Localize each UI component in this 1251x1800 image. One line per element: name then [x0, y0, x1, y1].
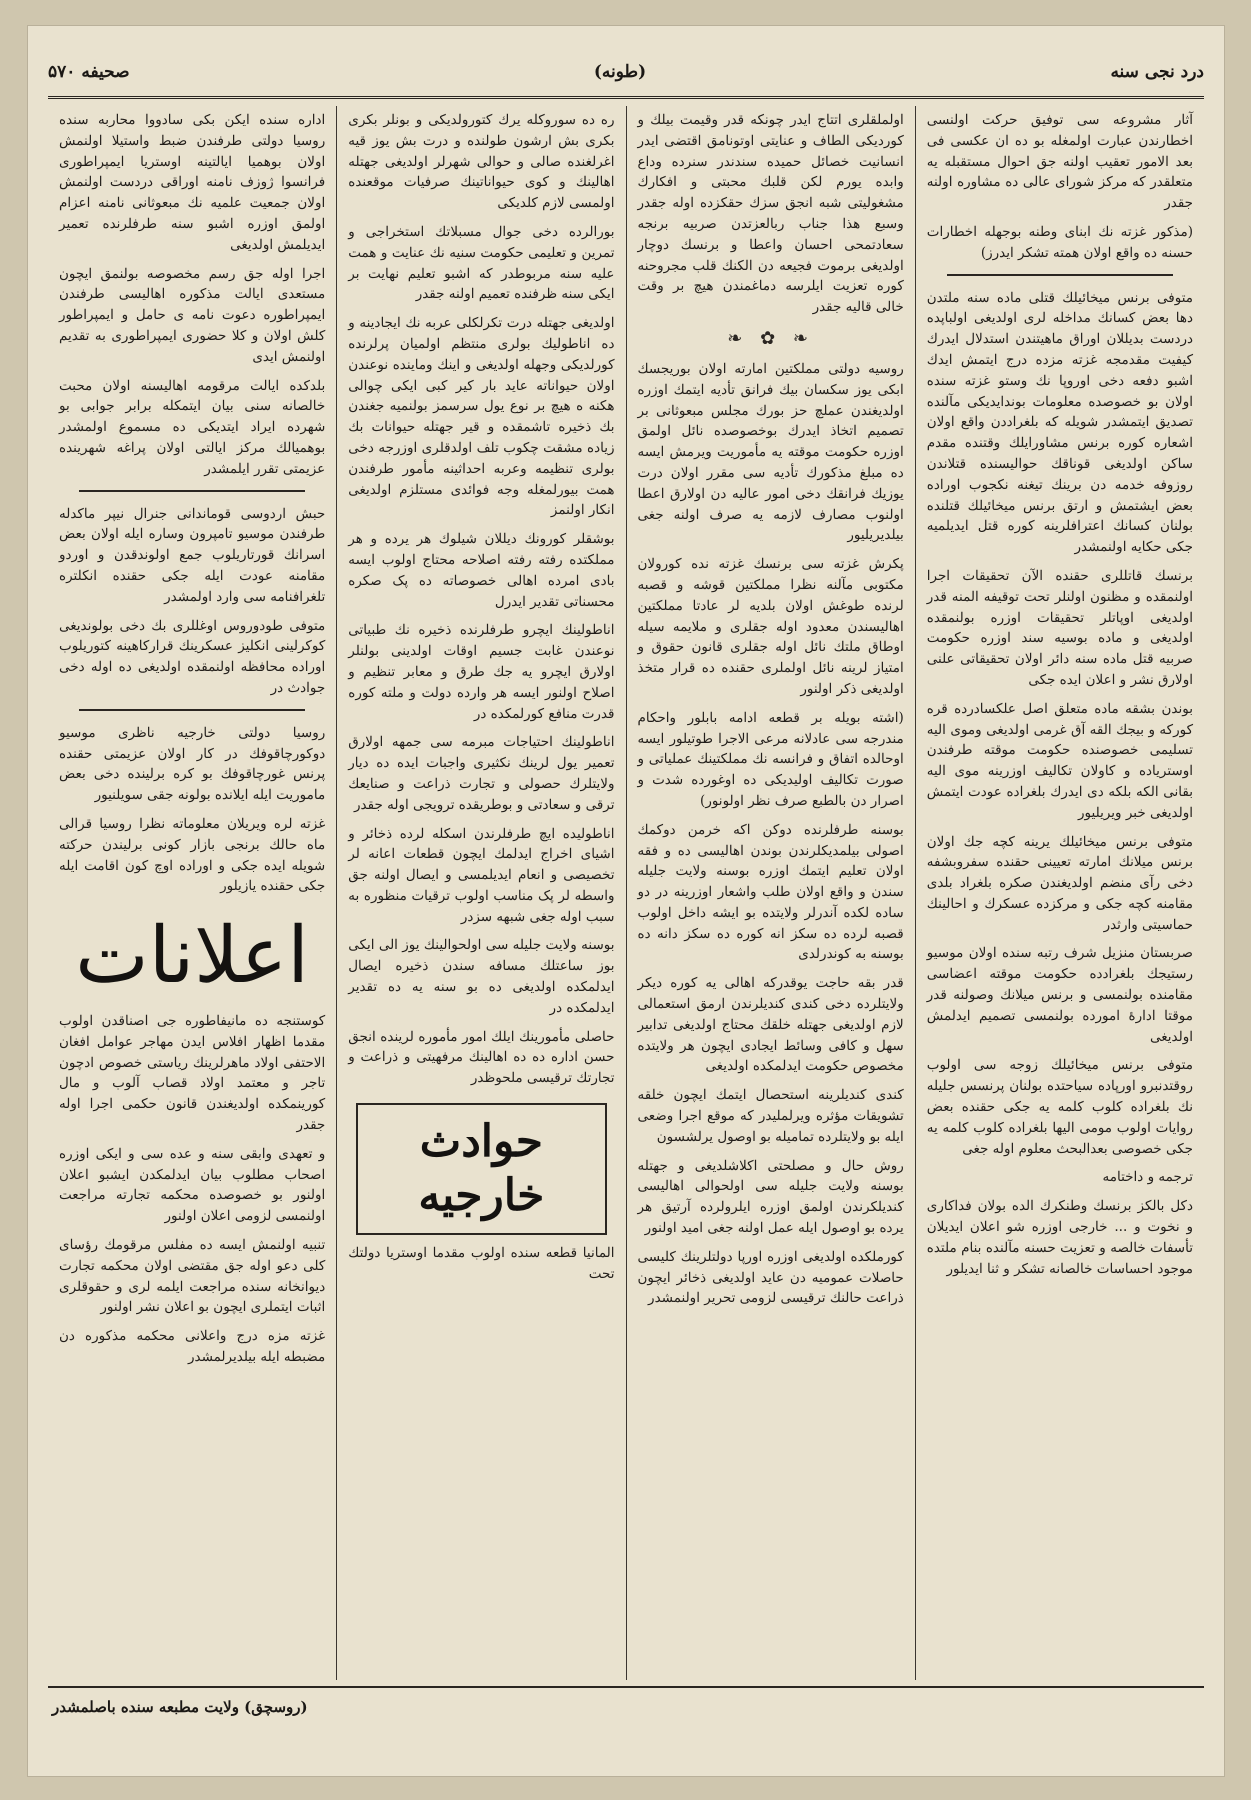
article-paragraph: ترجمه و داختامه: [1102, 1169, 1193, 1186]
imprint-footer: (روسچق) ولایت مطبعه سنده باصلمشدر: [52, 1698, 308, 1716]
article-paragraph: اداره سنده ایکن بکی سادووا محاربه سنده روسیا دولتی طرفندن ضبط واستیلا اولنمش اولان بوهمیا ایالتینه اوستریا ایمپراطوری فرانسوا ژوزف نامنه اوراقی دردست اولنمش اولان جمعیت علمیه نك مبعوثانی نامنه اعزام اولمق اوزره اشبو سنه طرفلرنده تعمیر ایدیلمش اولدیغی: [59, 112, 326, 253]
foreign-news-heading: حوادث خارجیه: [418, 1116, 545, 1222]
column-1: [915, 106, 1204, 1680]
article-paragraph: المانیا قطعه سنده اولوب مقدما اوستریا دولتك تحت: [348, 1245, 615, 1282]
article-paragraph: کورملکده اولدیغی اوزره اورپا دولتلرینك کلیسی حاصلات عمومیه دن عاید اولدیغی ذخائر ایچون ذراعت حالنك ترقیسی لزومی تحریر اولنمشدر: [637, 1248, 904, 1307]
masthead-rule: [48, 96, 1204, 99]
column-4: [48, 106, 336, 1680]
section-divider: [79, 490, 305, 492]
article-paragraph: کوستنجه ده مانیفاطوره جی اصناقدن اولوب مقدما اظهار افلاس ایدن مهاجر عوامل افغان الاحتفی اولاد ماهرلرینك ریاستی خصوص ادچون تاجر و معتمد اولاد قصاب آلوب و مال کورینمكده اولدیغندن قانون حکمی اجرا اوله جقدر: [59, 1013, 326, 1134]
article-paragraph: بوشقلر کورونك دیللان شیلوك هر یرده و هر مملکتده رفته رفته اصلاحه محتاج اولوب ایسه بادی امرده اهالی خصوصاته ده پک صکره محسناتی تقدیر ایدرل: [348, 531, 615, 610]
article-paragraph: حبش اردوسی قوماندانی جنرال نیپر ماکدله طرفندن موسیو تامپرون وساره ایله اولان بعض اسرانك قورتاریلوب جمع اولوندقدن و اوردو مقامنه عودت ایله جکی حقنده انکلتره تلغرافنامه سی وارد اولمشدر: [59, 505, 326, 605]
article-paragraph: روسیه دولتی مملکتین امارته اولان بوریجسك ابکی یوز سکسان بیك فرانق تأدیه ایتمك اوزره اولدیغندن عملچ حز بورك مجلس مبعوثانی بر تصمیم اتخاذ ایدرك بوخصوصده نائل اولمق اوزره حکومت موقته یه مأموریت ویرمش ایسه ده مبلغ مذکورك تأدیه سی مقرر اولان درت یوزیك فرانقك دخی امور عالیه دن اولارق اعطا اولنوب مصارف لازمه یه صرف اولنه جغی بیلدیریلیور: [637, 360, 904, 544]
columns: [48, 106, 1204, 1680]
article-paragraph: (مذکور غزته نك ابنای وطنه بوجهله اخطارات حسنه ده واقع اولان همته تشکر ایدرز): [926, 223, 1193, 261]
article-paragraph: بوسنه طرفلرنده دوکن اكه خرمن دوکمك اصولی بیلمدیکلرندن بوندن اهالیسی ده و فقه اولان تعلیم ایتمك اوزره بوسنه ولایت جلیله سندن و واقع اولان طلب واشعار اوزرینه در دو ساده لکده آندرلر ولایتده بو ایشه داخل اولوب قصبه لرده ده سکز انه کوره ده سکز دانه ده بوسنه به کوندرلدی: [637, 821, 904, 963]
article-paragraph: بلدکده ایالت مرقومه اهالیسنه اولان محبت خالصانه سنی بیان ایتمکله برابر جوابی بو شهرده ایراد ایتدیکی ده مسموع اولمشدر بوهمیالك مرکز ایالتی اولان پراغه شهرینده عزیمتی تقرر ایلمشدر: [59, 377, 326, 477]
article-paragraph: متوفی طودوروس اوغللری بك دخی بولوندیغی کوکرلینی انکلیز عسکرینك قرارکاهینه کتوریلوب اوراده محافظه اولنمقده اولدیغی ده اوله دخی جوادث در: [59, 617, 326, 696]
column-3: [336, 106, 625, 1680]
article-paragraph: اجرا اوله جق رسم مخصوصه بولنمق ایچون مستعدی ایالت مذکوره اهالیسی طرفندن ایمپراطوره دعوت نامه ی حامل و ایمپراطور کلش اولان و کلا حضوری ایمپراطوری به تقدیم اولنمش ایدی: [59, 265, 326, 365]
article-paragraph: کندی کندیلرینه استحصال ایتمك ایچون خلقه تشویقات مؤثره ویرلملیدر که موقع اجرا وضعی ایله بو ولایتلرده تمامیله بو اوصول یرلشسون: [637, 1087, 904, 1145]
article-paragraph: بورالرده دخی جوال مسبلاتك استخراجی و تمرین و تعلیمی حکومت سنیه نك عنایت و همت علیه سنه مربوطدر که اشبو تعلیم نهایت بر ایکی سنه ظرفنده تعمیم اولنه جقدر: [348, 223, 615, 303]
article-paragraph: حاصلی مأمورینك ایلك امور مأموره لرینده انجق حسن اداره ده ده اهالینك مرفهیتی و ذراعت و تجارتك ترقیسی ملحوظدر: [348, 1028, 615, 1087]
article-paragraph: روسیا دولتی خارجیه ناظری موسیو دوکورچاقوفك در کار اولان عزیمتی حقنده پرنس غورچاقوفك بو کره برلینده دخی بعض ماموریت ایله ایلانده بولونه جقی سویلنیور: [59, 724, 326, 804]
footer-rule: [48, 1686, 1204, 1688]
masthead: [48, 50, 1204, 94]
article-paragraph: اناطولیده ایچ طرفلرندن اسکله لرده ذخائر و اشیای اخراج ایدلمك ایچون قطعات اعانه لر تخصیصی و انعام ایدیلمسی و ایصال اولنه جق واسطه لر پک مناسب اولوب ترقیات منظوره به سبب اوله جغی شبهه سزدر: [348, 825, 615, 925]
newspaper-page: [28, 26, 1224, 1776]
article-paragraph: (اشته بویله بر قطعه ادامه بابلور واحکام مندرجه سی عادلانه مرعی الاجرا طوتیلور ایسه اوحالده اتفاق و فرانسه نك مملکتینك عملیاتی و صورت تکالیف اولیدیکی ده اوغورده شدت و اصرار دن بالطبع صرف نظر اولونور): [637, 709, 904, 809]
article-paragraph: و تعهدی وابقی سنه و عده سی و ایکی اوزره اصحاب مطلوب بیان ایدلمکدن ایشبو اعلان اولنور بو خصوصده محکمه تجارته مراجعت اولنمسی لزومی اعلان اولنور: [59, 1145, 326, 1225]
article-paragraph: روش حال و مصلحتی اکلاشلدیغی و جهتله بوسنه ولایت جلیله سی اولحوالی اهالیسی کندیلکرندن اولمق اوزره ایلرولرده آرتیق هر یرده بو اوصول ایله عمل اولنه جغی امید اولنور: [637, 1157, 904, 1237]
article-paragraph: برنسك قاتللری حقنده الآن تحقیقات اجرا اولنمقده و مظنون اولنلر تحت توقیفه المنه قدر اولدیغی اوپاتلر تحقیقات اوزره بولنمقده اولدیغی و ماده بوسیه سند اوزره حکومت صربیه قتل ماده سنه دائر اولان تحقیقاتی علنی اولارق نشر و اعلان ایده جکی: [926, 567, 1193, 688]
article-paragraph: ره ده سوروکله یرك کتورولدیکی و بونلر بکری بکری بش ارشون طولنده و درت بش یوز قیه اغرلغنده صالی و حوالی شهرلر اولدیغی جهتله اهالینك و کوی حیواناتینك صرفیات موقعنده اولمسی لازم کلدیکی: [348, 112, 615, 212]
article-paragraph: اناطولینك احتیاجات مبرمه سی جمهه اولارق تعمیر یول لرینك نکثیری واجبات ایده ده دیار ولایتلرك حصولی و تجارت ذراعت و صنایعك ترقی و سعادتی و بوطریقده ترویجی اوله جقدر: [348, 734, 615, 813]
ornament-divider: ❧ ✿ ❧: [727, 327, 814, 349]
article-paragraph: آثار مشروعه سی توفیق حرکت اولنسی اخطارندن عبارت اولمغله بو ده ان عکسی فی بعد الامور تعقیب اولنه جق احوال مستقبله یه متعلقدر که مرکز شورای عالی ده مشاوره اولنه جقدر: [926, 112, 1193, 212]
column-2: [626, 106, 915, 1680]
article-paragraph: قدر بقه حاجت یوقدرکه اهالی یه کوره دیکر ولایتلرده دخی کندی کندیلرندن ارمق استعمالی لازم اولدیغی جهتله خلقك محتاج اولدیغی تدابیر سهل و کافی وسائط ایجادی ایچون هر ولایتده مخصوص حکومت ایدلمکده اولدیغی: [637, 975, 904, 1075]
article-paragraph: غزته مزه درج واعلانی محکمه مذکوره دن مضبطه ایله بیلدیرلمشدر: [59, 1328, 326, 1366]
article-paragraph: بوسنه ولایت جلیله سی اولحوالینك یوز الی ایکی بوز ساعتلك مسافه سندن ذخیره ایصال ایدلمکده اولدیغی ده بو سنه یه ده تقدیر ایدلمکده در: [348, 937, 615, 1016]
article-paragraph: متوفی برنس میخائیلك قتلی ماده سنه ملتدن دها بعض کسانك مداخله لری اولدیغی اولباپده دردست بدیللان اوراق ماهیتندن استدلال ایدرك کیفیت مقدمجه غزته مزده درج ایتمش ایدك اشبو دفعه دخی اوروپا نك وستو غزته سنده اولان بو خصوصده معلومات بوندایدیکی مآلنده تصدیق ایتمشدر شویله که بلغراددن واقع اولان اشعاره کوره برنس مشاورایلك وقتنده مقدم ساکن اولدیغی قوناقك حوالیسنده قتلاندن روزوفه خدمه دن برینك تیغنه نکجوب اوراده بعض ایشتمش و ارتق برنس میخائیلك قتلنده بولنان کسانك اعترافلرینه کوره قتل ایدیلمیه جکی حکایه اولنمشدر: [926, 289, 1193, 556]
masthead-title: (طونه): [593, 62, 647, 82]
article-paragraph: اناطولینك ایچرو طرفلرنده ذخیره نك طبیاتی نوعندن غابت جسیم اوقات اولدینی بولنلر اولارق ایچرو یه جك طرق و معابر تنظیم و اصلاح اولنور ایسه هر وارده دولت و ملته کوره قدرت منافع کورلمکده در: [348, 622, 615, 722]
masthead-page-number: صحیفه ۵۷۰: [48, 62, 130, 82]
article-paragraph: بوندن بشقه ماده متعلق اصل علکسادرده قره کورکه و بیجك القه آق غرمی اولدیغی وموی الیه تسلیمی خصوصنده حکومت موقته طرفندن اوستریاده و کاولان تکالیف اوزرینه موی الیه بقانی الکه بلکه دی ایدرك بلغراده عودت ایتمش اولدیغی خبر ویریلیور: [926, 700, 1193, 821]
article-paragraph: دکل بالکز برنسك وطنكرك الده بولان فداکاری و نخوت و ... خارجی اوزره شو اعلان ایدیلان تأسفات خالصه و تعزیت حسنه مآلنده بنام ملتده موجود احساسات خالصانه تشکر و ثنا ایدیلور: [926, 1198, 1193, 1277]
section-divider: [79, 709, 305, 711]
foreign-news-heading-box: [356, 1103, 606, 1235]
article-paragraph: اولملقلری اتتاج ایدر چونکه قدر وقیمت بیلك و کوردیکی الطاف و عنایتی اوتونامق اقتضی ایدر انسانیت خصائل حمیده سندندر سنرده وداع وابده یورم لکن قلبك محبتی و افکارك مشغولیتی شبه انجق سزك حقکزده اوله جقدر وسبع هذا جناب ربالعزتدن صربیه برنجه سعادتمحی احسان واعطا و برنسك دوچار اولدیغی برموت فجیعه دن الکنك قلب مجروحنه کوره تعزیت ایلرسه دماغمندن هیچ بر وقت خالی قالیه جقدر: [637, 112, 904, 316]
article-paragraph: غزته لره ویریلان معلوماته نظرا روسیا قرالی ماه حالك برنجی بازار کونی برلیندن حرکته شویله ایده جکی و اوراده اوچ کون اقامت ایله جکی حقنده یازیلور: [59, 815, 326, 895]
advertisements-heading: اعلانات: [75, 911, 309, 1002]
article-paragraph: تنبیه اولنمش ایسه ده مفلس مرقومك رؤسای کلی دعو اوله جق مقتضی اولان محکمه تجارت دیوانخانه سنده مراجعت ایلمه لری و حقوقلری اثبات ایتملری ایچون بو اعلان نشر اولنور: [59, 1237, 326, 1316]
masthead-year: درد نجی سنه: [1110, 62, 1204, 82]
article-paragraph: متوفی برنس میخائیلك یرینه کچه جك اولان برنس میلانك امارته تعیینی حقنده سفروبشفه دخی رآی منضم اولدیغندن صکره بلغراد بلدی مقامنه کچه جکی و مرکزده عسکرك و احالینك حماسیتی وارثدر: [926, 833, 1193, 933]
article-paragraph: متوفی برنس میخائیلك زوجه سی اولوب روقتدنبرو اورپاده سیاحتده بولنان پرنسس جلیله نك بلغراده کلوب کلمه یه جکی حقنده بعض روایات اولوب مومی الیها بلغراده کلوب کلمه یه جکی خصوصی بعدالبحث معلوم اوله جغی: [926, 1057, 1193, 1157]
article-paragraph: صربستان منزیل شرف رتبه سنده اولان موسیو رستیجك بلغرادده حکومت موقته اعضاسی مقامنده بولنمسی و برنس میلانك وصولنه قدر موقتا ادارهٔ امورده بولنمسی تصمیم ایدلمش اولدیغی: [926, 945, 1193, 1045]
section-divider: [947, 274, 1173, 276]
article-paragraph: اولدیغی جهتله درت تکرلکلی عربه نك ایجادینه و ده اناطولیك بولری منتظم اولمیان پرلرنده کورلدیکی وجهله اولدیغی و اینك وماینده نوعندن اولان حیواناته عاید بار کیر کبی ایکی چوالی هکنه ه هیچ بر نوع یول سرسمز بولنمیه جغندن بك ذخیره تاشمقده و قیر جهتله حیوانات بك زیاده مشقت چکوب تلف اولدقلری اوزرجه دخی بولری تنظیمه وعربه احداثینه مأمور طرفندن همت بیورلمغله وجه فوائدی مستلزم اولدیغی انکار اولنمز: [348, 315, 615, 519]
article-paragraph: پکرش غزته سی برنسك غزته نده کورولان مکتوبی مآلنه نظرا مملکتین قوشه و قصبه لرنده طوغش اولان بلدیه لر عادتا مملکتین اهالیسندن معدود اوله جقلری و ملایمه سیله اوطاق ملتك نائل اوله جقلری قانون حقوق و امتیاز لرینه نائل اولملری حقنده ده قرار متخذ اولدیغی ذکر اولنور: [637, 556, 904, 697]
